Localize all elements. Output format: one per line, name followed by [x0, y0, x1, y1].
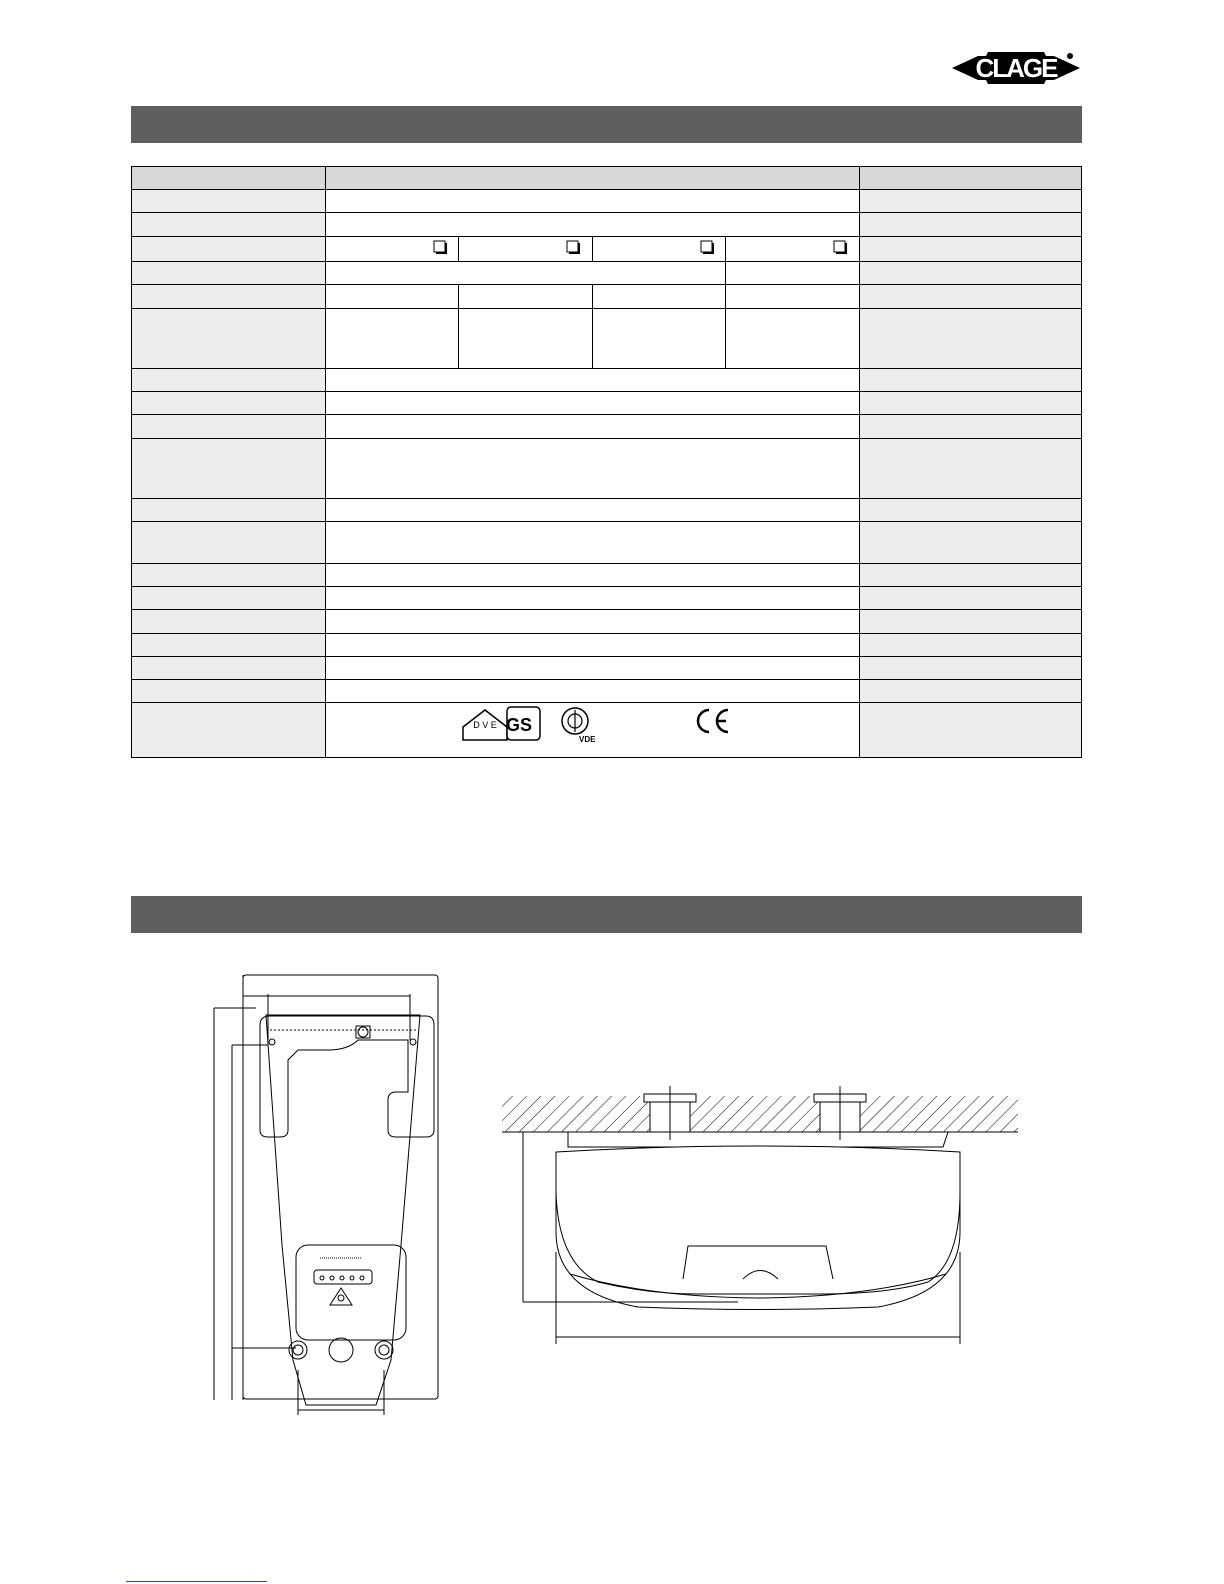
spec-table-grid — [131, 166, 1082, 758]
svg-text:D V E: D V E — [473, 720, 497, 730]
front-view-drawing — [208, 970, 444, 1420]
spec-table — [131, 166, 1082, 758]
logo-text: CLAGE — [975, 53, 1057, 83]
approval-marks — [463, 707, 728, 744]
vde-house-icon — [463, 710, 507, 740]
vde-circle-icon — [562, 708, 596, 744]
svg-text:VDE: VDE — [579, 735, 596, 744]
section-header-technical-data — [131, 106, 1082, 143]
section-header-dimensions — [131, 896, 1082, 933]
table-header-row — [131, 166, 1082, 189]
clage-logo — [948, 48, 1084, 88]
footer-link-underline[interactable] — [126, 1581, 267, 1582]
svg-text:GS: GS — [505, 715, 533, 735]
ce-mark-icon — [698, 710, 728, 732]
gs-mark-icon — [506, 707, 540, 740]
label-column — [131, 189, 325, 758]
model-checkboxes — [434, 241, 846, 253]
note-column — [859, 189, 1082, 758]
side-view-drawing — [498, 1082, 1020, 1344]
